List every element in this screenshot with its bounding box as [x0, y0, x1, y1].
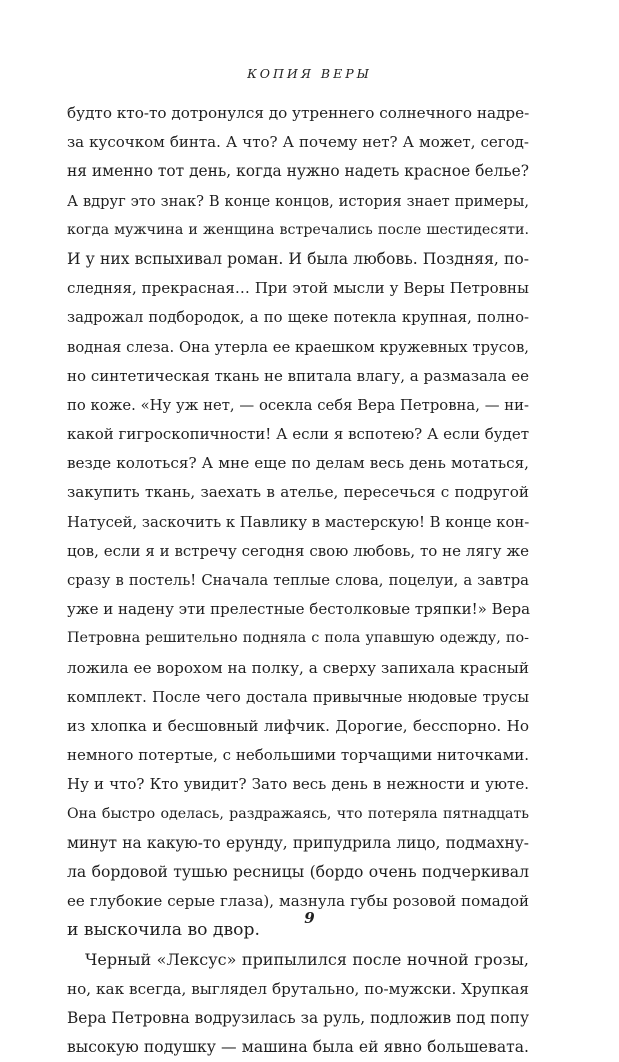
text-line: ня именно тот день, когда нужно надеть красное белье?: [67, 162, 529, 181]
text-line: цов, если я и встречу сегодня свою любовь, то не лягу же: [67, 541, 529, 560]
text-line: А вдруг это знак? В конце концов, история знает примеры,: [67, 192, 529, 210]
text-line: немного потертые, с небольшими торчащими ниточками.: [67, 746, 530, 765]
text-line: следняя, прекрасная… При этой мысли у Веры Петровны: [67, 279, 529, 298]
text-line: водная слеза. Она утерла ее краешком кружевных трусов,: [67, 338, 529, 356]
text-line: И у них вспыхивал роман. И была любовь. Поздняя, по-: [67, 249, 529, 268]
text-line: ложила ее ворохом на полку, а сверху запихала красный: [67, 658, 529, 677]
text-line: комплект. После чего достала привычные нюдовые трусы: [67, 688, 529, 706]
text-line: везде колоться? А мне еще по делам весь день мотаться,: [67, 454, 529, 473]
paragraph-1: [67, 99, 529, 945]
text-line: за кусочком бинта. А что? А почему нет? А может, сегод-: [67, 133, 529, 152]
text-line: будто кто-то дотронулся до утреннего солнечного надре-: [67, 104, 530, 122]
text-line: но синтетическая ткань не впитала влагу, а размазала ее: [67, 366, 529, 385]
text-line: когда мужчина и женщина встречались после шестидесяти.: [67, 221, 529, 238]
text-line: по коже. «Ну уж нет, — осекла себя Вера Петровна, — ни-: [67, 396, 529, 414]
text-line: ла бордовой тушью ресницы (бордо очень подчеркивал: [67, 862, 529, 881]
text-line: ее глубокие серые глаза), мазнула губы розовой помадой: [67, 892, 529, 911]
text-line: Ну и что? Кто увидит? Зато весь день в нежности и уюте.: [67, 775, 529, 794]
text-line: Натусей, заскочить к Павлику в мастерскую! В конце кон-: [67, 513, 530, 531]
text-line: уже и надену эти прелестные бестолковые тряпки!» Вера: [67, 600, 531, 619]
text-line: но, как всегда, выглядел брутально, по-мужски. Хрупкая: [67, 979, 529, 998]
text-line: Петровна решительно подняла с пола упавшую одежду, по-: [67, 630, 529, 647]
text-line: Вера Петровна водрузилась за руль, подложив под попу: [67, 1008, 529, 1027]
text-line: и выскочила во двор.: [67, 920, 260, 941]
text-line: закупить ткань, заехать в ателье, пересечься с подругой: [67, 483, 529, 502]
text-line: из хлопка и бесшовный лифчик. Дорогие, бесспорно. Но: [67, 716, 529, 735]
page-number: 9: [304, 909, 315, 927]
text-line: сразу в постель! Сначала теплые слова, поцелуи, а завтра: [67, 572, 529, 589]
running-title: КОПИЯ ВЕРЫ: [247, 66, 372, 81]
text-line: какой гигроскопичности! А если я вспотею? А если будет: [67, 425, 529, 444]
text-line: минут на какую-то ерунду, припудрила лицо, подмахну-: [67, 833, 529, 852]
text-line: Она быстро оделась, раздражаясь, что потеряла пятнадцать: [67, 805, 529, 822]
text-line: задрожал подбородок, а по щеке потекла крупная, полно-: [67, 309, 529, 327]
text-line: Черный «Лексус» припылился после ночной грозы,: [85, 950, 529, 970]
text-line: высокую подушку — машина была ей явно большевата.: [67, 1038, 529, 1056]
paragraph-2: [67, 945, 529, 1062]
